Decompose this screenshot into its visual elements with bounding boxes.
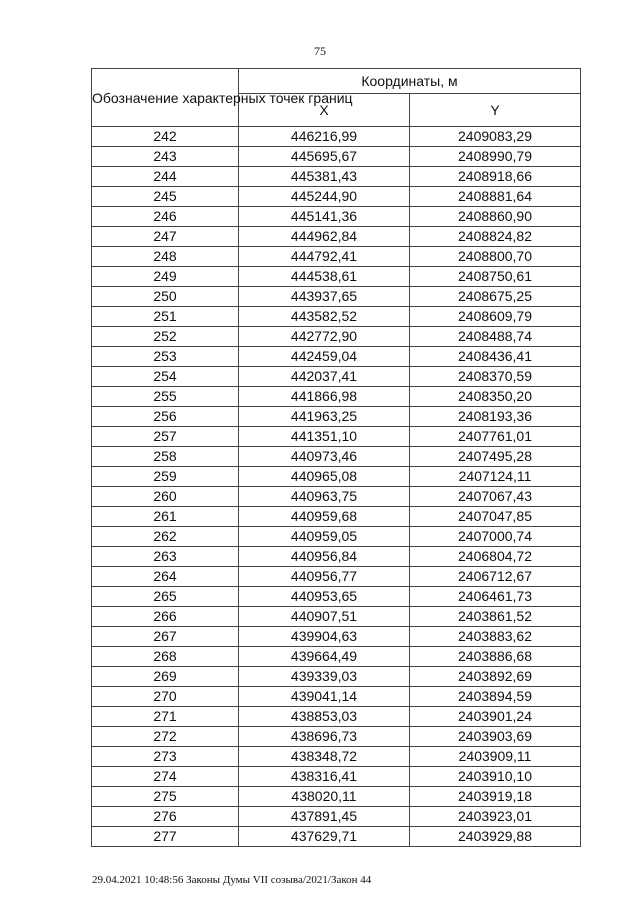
table-row	[92, 447, 581, 467]
table-row	[92, 147, 581, 167]
table-row	[92, 167, 581, 187]
point-cell: 244	[92, 167, 239, 187]
x-coordinate-cell: 445141,36	[239, 207, 410, 227]
table-row	[92, 227, 581, 247]
point-cell: 263	[92, 547, 239, 567]
table-row	[92, 367, 581, 387]
x-coordinate-cell: 442459,04	[239, 347, 410, 367]
y-coordinate-cell: 2407761,01	[410, 427, 581, 447]
table-row	[92, 307, 581, 327]
table-row	[92, 527, 581, 547]
point-cell: 269	[92, 667, 239, 687]
table-row	[92, 547, 581, 567]
point-cell: 264	[92, 567, 239, 587]
table-row	[92, 467, 581, 487]
x-coordinate-cell: 439339,03	[239, 667, 410, 687]
table-row	[92, 127, 581, 147]
x-coordinate-cell: 443582,52	[239, 307, 410, 327]
point-cell: 272	[92, 727, 239, 747]
y-coordinate-cell: 2408609,79	[410, 307, 581, 327]
x-coordinate-cell: 444962,84	[239, 227, 410, 247]
point-cell: 261	[92, 507, 239, 527]
x-coordinate-cell: 439904,63	[239, 627, 410, 647]
point-cell: 267	[92, 627, 239, 647]
x-coordinate-cell: 438316,41	[239, 767, 410, 787]
point-cell: 252	[92, 327, 239, 347]
y-coordinate-cell: 2408488,74	[410, 327, 581, 347]
table-row	[92, 267, 581, 287]
x-coordinate-cell: 439041,14	[239, 687, 410, 707]
table-row	[92, 827, 581, 847]
x-coordinate-cell: 445244,90	[239, 187, 410, 207]
y-coordinate-cell: 2407067,43	[410, 487, 581, 507]
y-coordinate-cell: 2408881,64	[410, 187, 581, 207]
point-cell: 277	[92, 827, 239, 847]
x-coordinate-cell: 442772,90	[239, 327, 410, 347]
point-cell: 258	[92, 447, 239, 467]
x-coordinate-cell: 440956,77	[239, 567, 410, 587]
point-cell: 251	[92, 307, 239, 327]
point-cell: 265	[92, 587, 239, 607]
x-coordinate-cell: 444792,41	[239, 247, 410, 267]
table-row	[92, 807, 581, 827]
point-cell: 275	[92, 787, 239, 807]
y-coordinate-cell: 2407047,85	[410, 507, 581, 527]
point-cell: 271	[92, 707, 239, 727]
x-coordinate-cell: 440907,51	[239, 607, 410, 627]
x-coordinate-cell: 443937,65	[239, 287, 410, 307]
x-coordinate-cell: 444538,61	[239, 267, 410, 287]
point-cell: 260	[92, 487, 239, 507]
table-row	[92, 627, 581, 647]
y-coordinate-cell: 2408824,82	[410, 227, 581, 247]
table-row	[92, 707, 581, 727]
x-coordinate-cell: 438696,73	[239, 727, 410, 747]
table-row	[92, 187, 581, 207]
table-row	[92, 407, 581, 427]
y-coordinate-cell: 2407000,74	[410, 527, 581, 547]
table-row	[92, 387, 581, 407]
y-coordinate-cell: 2403923,01	[410, 807, 581, 827]
document-footer: 29.04.2021 10:48:56 Законы Думы VII созыва/2021/Закон 44	[92, 874, 372, 886]
coordinates-table	[91, 68, 581, 847]
x-coordinate-cell: 440959,05	[239, 527, 410, 547]
y-coordinate-cell: 2403861,52	[410, 607, 581, 627]
point-cell: 270	[92, 687, 239, 707]
page-number: 75	[314, 44, 326, 58]
point-cell: 250	[92, 287, 239, 307]
y-coordinate-cell: 2403892,69	[410, 667, 581, 687]
x-column-header: X	[239, 94, 410, 127]
y-coordinate-cell: 2406712,67	[410, 567, 581, 587]
table-row	[92, 327, 581, 347]
y-coordinate-cell: 2407495,28	[410, 447, 581, 467]
point-cell: 243	[92, 147, 239, 167]
y-column-header: Y	[410, 94, 581, 127]
y-coordinate-cell: 2408800,70	[410, 247, 581, 267]
table-row	[92, 607, 581, 627]
y-coordinate-cell: 2408918,66	[410, 167, 581, 187]
point-cell: 248	[92, 247, 239, 267]
table-row	[92, 507, 581, 527]
table-row	[92, 207, 581, 227]
y-coordinate-cell: 2403919,18	[410, 787, 581, 807]
x-coordinate-cell: 440973,46	[239, 447, 410, 467]
y-coordinate-cell: 2408675,25	[410, 287, 581, 307]
y-coordinate-cell: 2408436,41	[410, 347, 581, 367]
y-coordinate-cell: 2406461,73	[410, 587, 581, 607]
table-row	[92, 767, 581, 787]
x-coordinate-cell: 441963,25	[239, 407, 410, 427]
x-coordinate-cell: 442037,41	[239, 367, 410, 387]
table-row	[92, 587, 581, 607]
table-row	[92, 487, 581, 507]
x-coordinate-cell: 440953,65	[239, 587, 410, 607]
y-coordinate-cell: 2408350,20	[410, 387, 581, 407]
table-body	[92, 127, 581, 847]
point-cell: 242	[92, 127, 239, 147]
x-coordinate-cell: 440959,68	[239, 507, 410, 527]
y-coordinate-cell: 2408990,79	[410, 147, 581, 167]
x-coordinate-cell: 446216,99	[239, 127, 410, 147]
y-coordinate-cell: 2403894,59	[410, 687, 581, 707]
table-row	[92, 687, 581, 707]
y-coordinate-cell: 2408860,90	[410, 207, 581, 227]
x-coordinate-cell: 445695,67	[239, 147, 410, 167]
x-coordinate-cell: 438020,11	[239, 787, 410, 807]
point-cell: 266	[92, 607, 239, 627]
x-coordinate-cell: 437891,45	[239, 807, 410, 827]
table-row	[92, 347, 581, 367]
point-cell: 276	[92, 807, 239, 827]
point-cell: 268	[92, 647, 239, 667]
x-coordinate-cell: 440965,08	[239, 467, 410, 487]
table-row	[92, 247, 581, 267]
x-coordinate-cell: 440956,84	[239, 547, 410, 567]
point-cell: 255	[92, 387, 239, 407]
y-coordinate-cell: 2403910,10	[410, 767, 581, 787]
table-row	[92, 427, 581, 447]
point-designation-header: Обозначение характерных точек границ	[92, 69, 239, 127]
y-coordinate-cell: 2407124,11	[410, 467, 581, 487]
point-cell: 249	[92, 267, 239, 287]
y-coordinate-cell: 2403886,68	[410, 647, 581, 667]
table-row	[92, 727, 581, 747]
point-cell: 247	[92, 227, 239, 247]
x-coordinate-cell: 441866,98	[239, 387, 410, 407]
table-row	[92, 647, 581, 667]
point-cell: 245	[92, 187, 239, 207]
x-coordinate-cell: 445381,43	[239, 167, 410, 187]
x-coordinate-cell: 441351,10	[239, 427, 410, 447]
y-coordinate-cell: 2403909,11	[410, 747, 581, 767]
y-coordinate-cell: 2406804,72	[410, 547, 581, 567]
x-coordinate-cell: 437629,71	[239, 827, 410, 847]
y-coordinate-cell: 2408750,61	[410, 267, 581, 287]
table-header	[92, 69, 581, 127]
x-coordinate-cell: 439664,49	[239, 647, 410, 667]
point-cell: 257	[92, 427, 239, 447]
table-row	[92, 287, 581, 307]
point-cell: 246	[92, 207, 239, 227]
y-coordinate-cell: 2403903,69	[410, 727, 581, 747]
y-coordinate-cell: 2403883,62	[410, 627, 581, 647]
point-cell: 259	[92, 467, 239, 487]
point-cell: 256	[92, 407, 239, 427]
coordinates-header: Координаты, м	[239, 69, 581, 94]
point-cell: 254	[92, 367, 239, 387]
table-row	[92, 667, 581, 687]
table-row	[92, 787, 581, 807]
point-cell: 253	[92, 347, 239, 367]
point-cell: 273	[92, 747, 239, 767]
y-coordinate-cell: 2408193,36	[410, 407, 581, 427]
x-coordinate-cell: 438853,03	[239, 707, 410, 727]
y-coordinate-cell: 2409083,29	[410, 127, 581, 147]
y-coordinate-cell: 2408370,59	[410, 367, 581, 387]
y-coordinate-cell: 2403901,24	[410, 707, 581, 727]
point-cell: 262	[92, 527, 239, 547]
x-coordinate-cell: 438348,72	[239, 747, 410, 767]
table-row	[92, 747, 581, 767]
table-row	[92, 567, 581, 587]
point-cell: 274	[92, 767, 239, 787]
y-coordinate-cell: 2403929,88	[410, 827, 581, 847]
x-coordinate-cell: 440963,75	[239, 487, 410, 507]
